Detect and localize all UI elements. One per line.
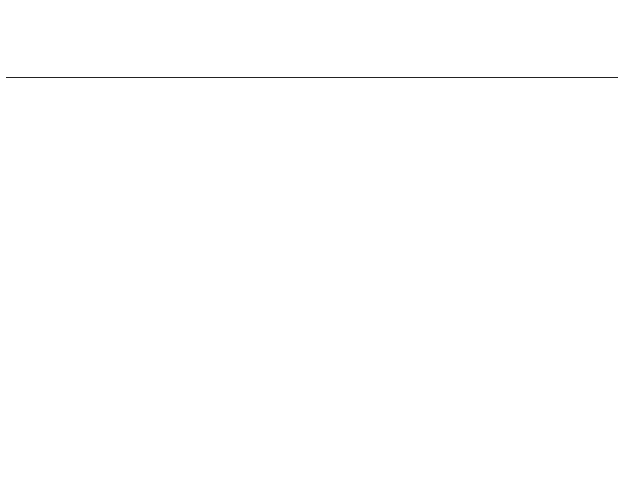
- header-rule: [6, 77, 618, 78]
